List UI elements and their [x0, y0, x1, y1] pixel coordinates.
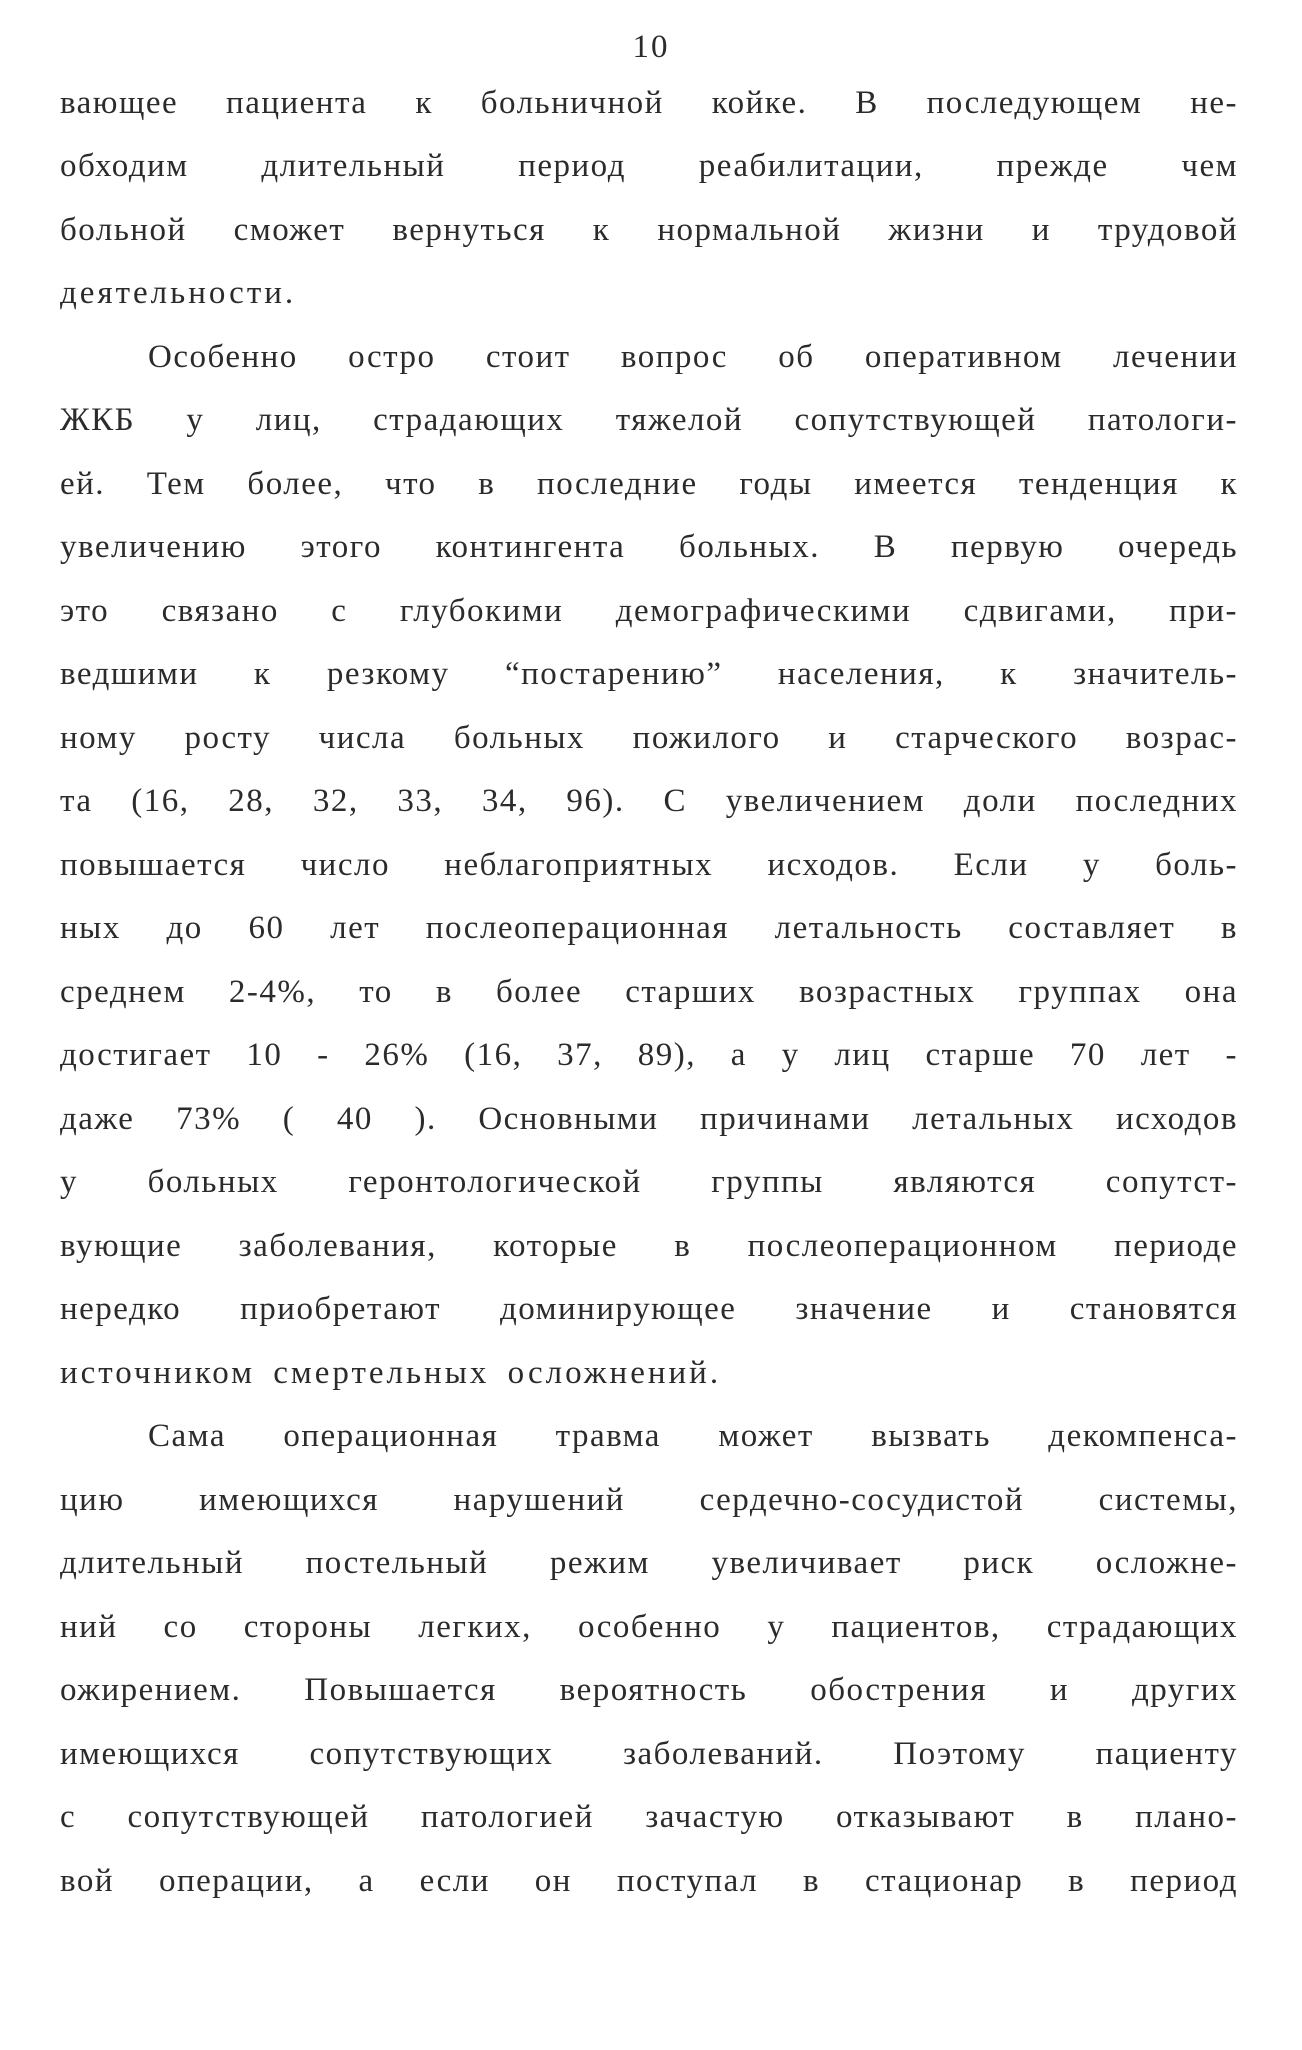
text-line: с сопутствующей патологией зачастую отказывают в плано- [60, 1799, 1238, 1835]
text-line: достигает 10 - 26% (16, 37, 89), а у лиц старше 70 лет - [60, 1037, 1238, 1073]
text-line: среднем 2-4%, то в более старших возрастных группах она [60, 974, 1238, 1010]
text-line: Сама операционная травма может вызвать декомпенса- [148, 1418, 1238, 1454]
text-line: длительный постельный режим увеличивает риск осложне- [60, 1545, 1238, 1581]
text-line: имеющихся сопутствующих заболеваний. Поэтому пациенту [60, 1736, 1238, 1772]
text-line: ний со стороны легких, особенно у пациентов, страдающих [60, 1609, 1238, 1645]
text-line: даже 73% ( 40 ). Основными причинами летальных исходов [60, 1101, 1238, 1137]
text-line: ведшими к резкому “постарению” населения, к значитель- [60, 656, 1238, 692]
page-number: 10 [632, 29, 670, 65]
text-line: ЖКБ у лиц, страдающих тяжелой сопутствующей патологи- [60, 402, 1238, 438]
text-line: вающее пациента к больничной койке. В последующем не- [60, 85, 1238, 121]
text-line: ных до 60 лет послеоперационная летальность составляет в [60, 910, 1238, 946]
text-line: та (16, 28, 32, 33, 34, 96). С увеличением доли последних [60, 783, 1238, 819]
text-line: ожирением. Повышается вероятность обострения и других [60, 1672, 1238, 1708]
text-line: ному росту числа больных пожилого и старческого возрас- [60, 720, 1238, 756]
text-line: ей. Тем более, что в последние годы имеется тенденция к [60, 466, 1238, 502]
text-line: Особенно остро стоит вопрос об оперативном лечении [148, 339, 1238, 375]
text-line: больной сможет вернуться к нормальной жизни и трудовой [60, 212, 1238, 248]
text-line: вующие заболевания, которые в послеоперационном периоде [60, 1228, 1238, 1264]
text-line: обходим длительный период реабилитации, прежде чем [60, 148, 1238, 184]
text-line: повышается число неблагоприятных исходов. Если у боль- [60, 847, 1238, 883]
text-line: вой операции, а если он поступал в стационар в период [60, 1863, 1238, 1899]
text-line: цию имеющихся нарушений сердечно-сосудистой системы, [60, 1482, 1238, 1518]
text-line: нередко приобретают доминирующее значение и становятся [60, 1291, 1238, 1327]
text-line: деятельности. [60, 275, 297, 311]
text-line: у больных геронтологической группы являются сопутст- [60, 1164, 1238, 1200]
text-line: увеличению этого контингента больных. В первую очередь [60, 529, 1238, 565]
text-line: это связано с глубокими демографическими сдвигами, при- [60, 593, 1238, 629]
text-line: источником смертельных осложнений. [60, 1355, 722, 1391]
